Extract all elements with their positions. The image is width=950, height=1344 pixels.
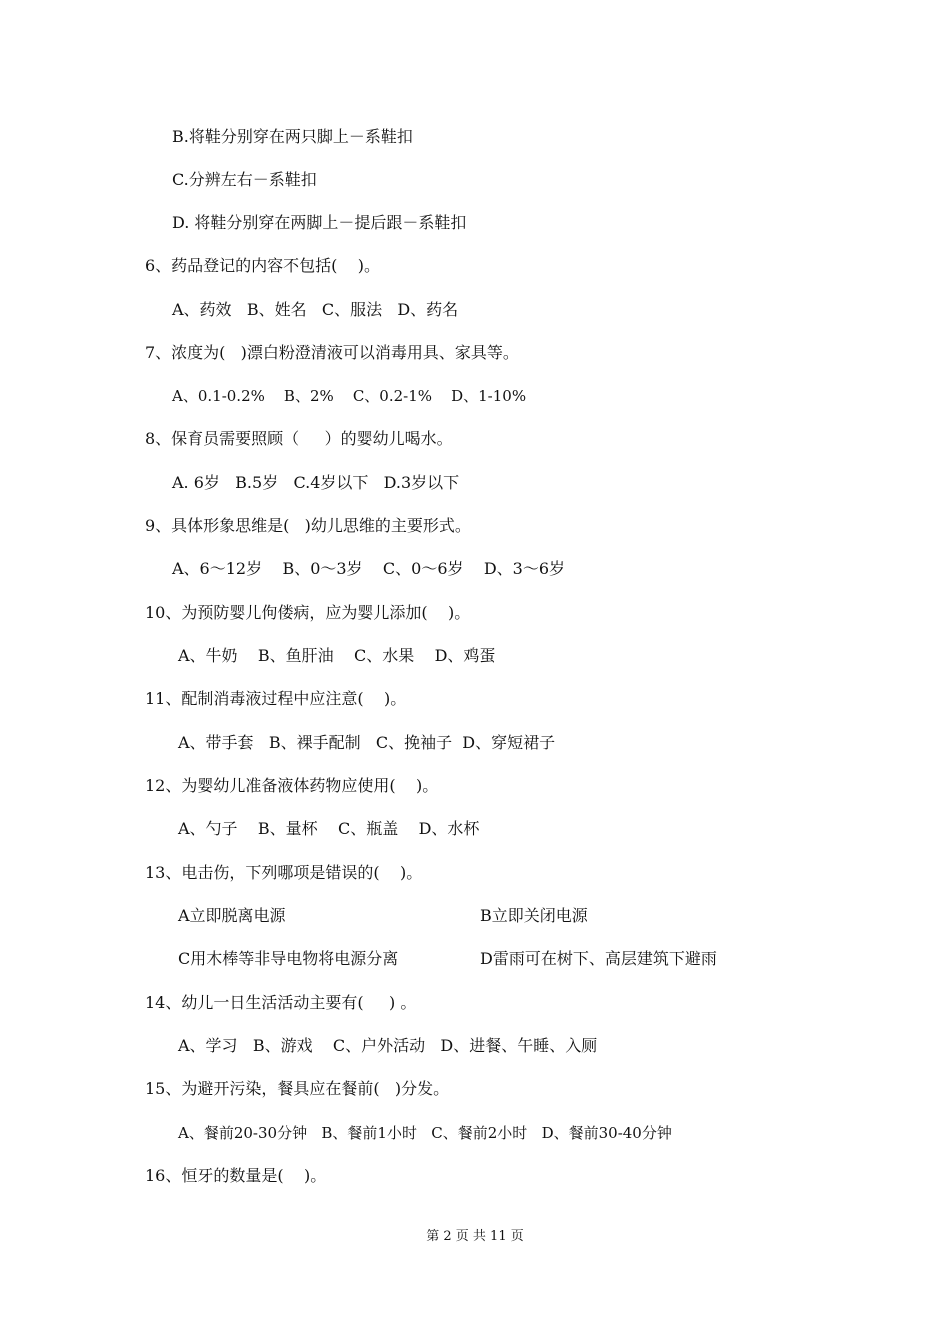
question-13: 13、电击伤，下列哪项是错误的( )。 <box>145 863 423 882</box>
q14-options: A、学习 B、游戏 C、户外活动 D、进餐、午睡、入厕 <box>178 1036 598 1055</box>
question-9: 9、具体形象思维是( )幼儿思维的主要形式。 <box>145 516 471 535</box>
q9-options: A、6～12岁 B、0～3岁 C、0～6岁 D、3～6岁 <box>172 559 566 578</box>
page-number-footer: 第 2 页 共 11 页 <box>426 1229 524 1244</box>
q10-options: A、牛奶 B、鱼肝油 C、水果 D、鸡蛋 <box>178 646 496 665</box>
question-7: 7、浓度为( )漂白粉澄清液可以消毒用具、家具等。 <box>145 343 519 362</box>
q5-option-d: D. 将鞋分别穿在两脚上－提后跟－系鞋扣 <box>172 213 467 232</box>
question-12: 12、为婴幼儿准备液体药物应使用( )。 <box>145 776 439 795</box>
question-16: 16、恒牙的数量是( )。 <box>145 1166 327 1185</box>
q13-option-d: D雷雨可在树下、高层建筑下避雨 <box>480 949 717 968</box>
question-15: 15、为避开污染，餐具应在餐前( )分发。 <box>145 1079 450 1098</box>
q6-options: A、药效 B、姓名 C、服法 D、药名 <box>172 300 459 319</box>
q5-option-b: B.将鞋分别穿在两只脚上－系鞋扣 <box>172 127 413 146</box>
q7-options: A、0.1-0.2% B、2% C、0.2-1% D、1-10% <box>172 387 527 405</box>
q12-options: A、勺子 B、量杯 C、瓶盖 D、水杯 <box>178 819 480 838</box>
q13-option-c: C用木棒等非导电物将电源分离 <box>178 949 399 968</box>
question-10: 10、为预防婴儿佝偻病，应为婴儿添加( )。 <box>145 603 471 622</box>
q15-options: A、餐前20-30分钟 B、餐前1小时 C、餐前2小时 D、餐前30-40分钟 <box>178 1124 672 1142</box>
question-14: 14、幼儿一日生活活动主要有( ) 。 <box>145 993 417 1012</box>
question-8: 8、保育员需要照顾（ ）的婴幼儿喝水。 <box>145 429 453 448</box>
question-6: 6、药品登记的内容不包括( )。 <box>145 256 381 275</box>
q11-options: A、带手套 B、裸手配制 C、挽袖子 D、穿短裙子 <box>178 733 556 752</box>
q13-option-a: A立即脱离电源 <box>178 906 286 925</box>
question-11: 11、配制消毒液过程中应注意( )。 <box>145 689 407 708</box>
q5-option-c: C.分辨左右－系鞋扣 <box>172 170 317 189</box>
q8-options: A. 6岁 B.5岁 C.4岁以下 D.3岁以下 <box>172 473 460 492</box>
q13-option-b: B立即关闭电源 <box>480 906 588 925</box>
